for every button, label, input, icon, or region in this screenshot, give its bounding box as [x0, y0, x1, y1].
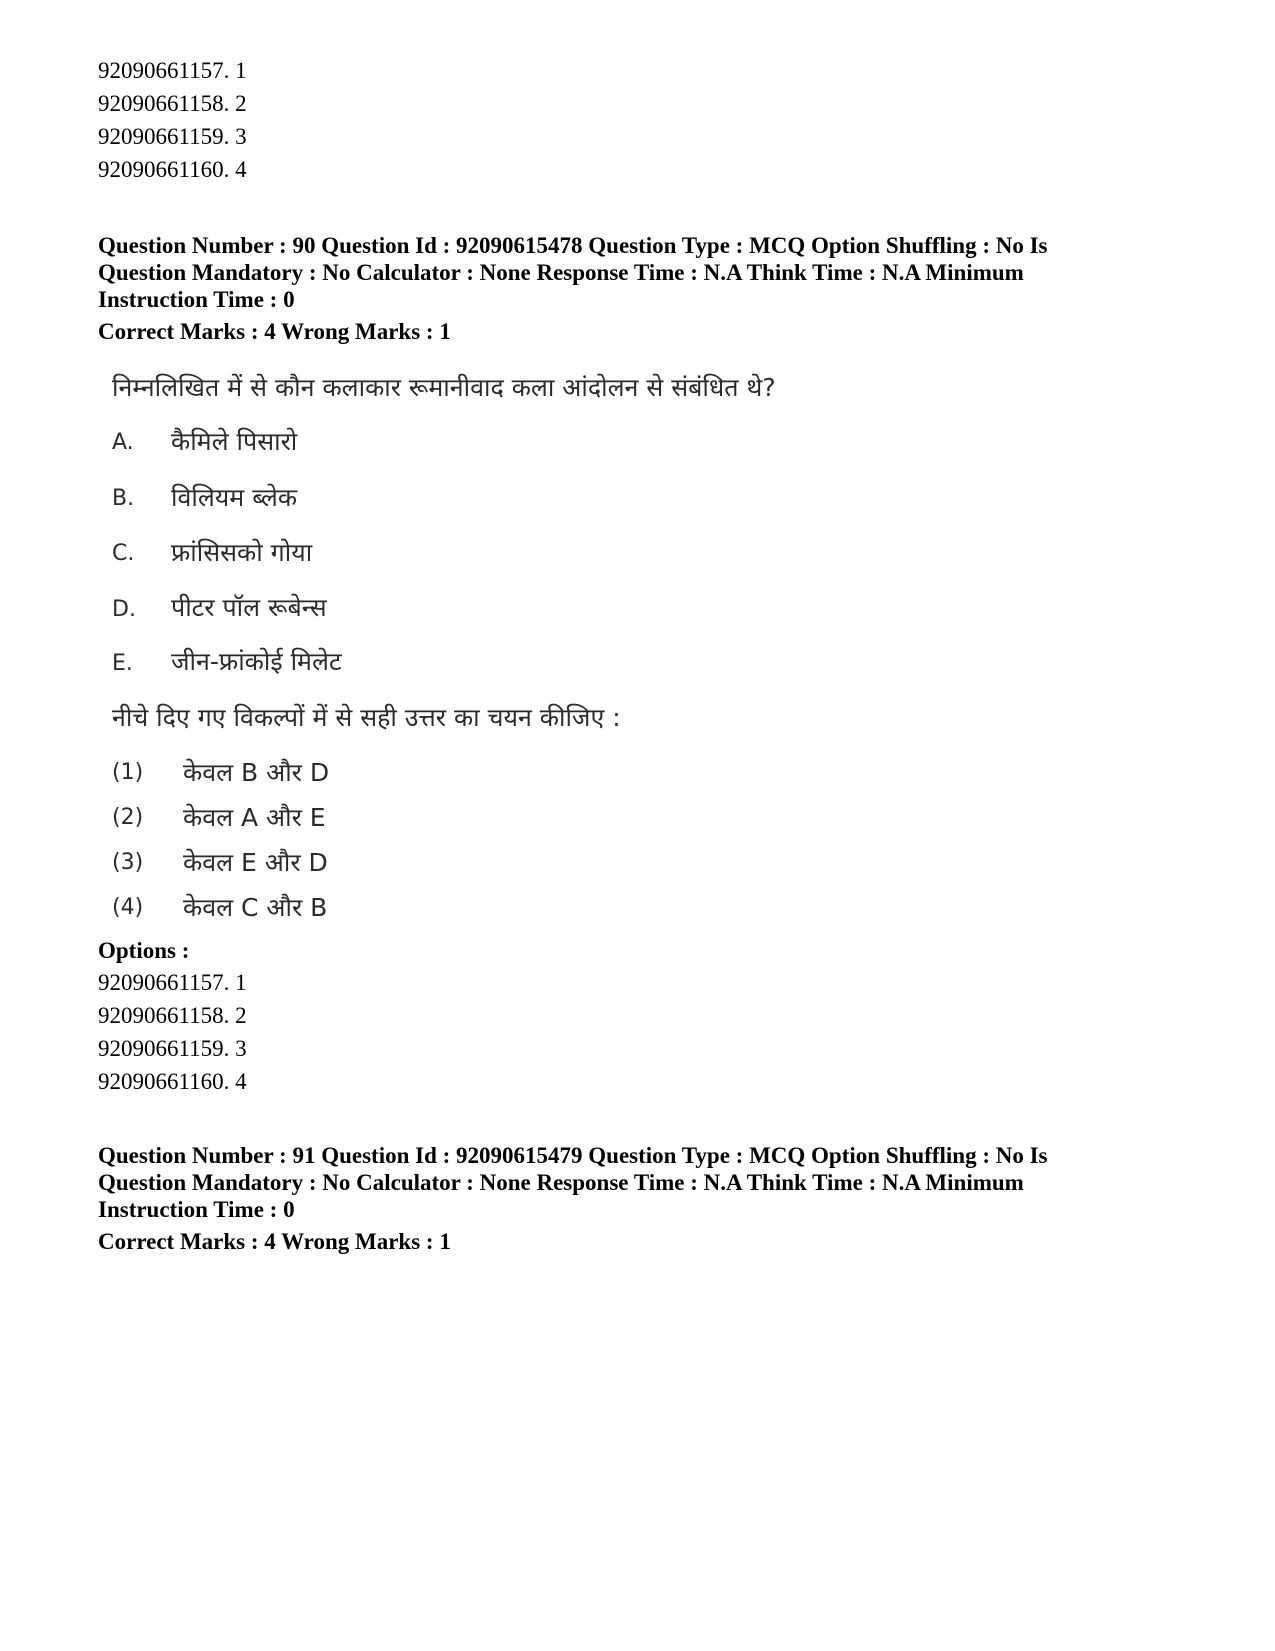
option-line: 92090661157. 1 — [98, 970, 247, 995]
choice-number: (1) — [112, 760, 144, 785]
question-meta: Question Mandatory : No Calculator : None Response Time : N.A Think Time : N.A Minimum — [98, 1170, 1024, 1195]
item-letter: A. — [112, 430, 134, 455]
choice-number: (2) — [112, 805, 144, 830]
option-line: 92090661158. 2 — [98, 91, 247, 116]
question-meta: Question Number : 91 Question Id : 92090615479 Question Type : MCQ Option Shuffling : No Is — [98, 1143, 1048, 1168]
question-text: निम्नलिखित में से कौन कलाकार रूमानीवाद कला आंदोलन से संबंधित थे? — [112, 373, 776, 402]
choice-number: (4) — [112, 895, 144, 920]
option-line: 92090661157. 1 — [98, 58, 247, 83]
choice-text: केवल E और D — [183, 848, 328, 877]
item-text: कैमिले पिसारो — [171, 427, 298, 456]
marks-line: Correct Marks : 4 Wrong Marks : 1 — [98, 1229, 451, 1254]
item-letter: E. — [112, 651, 133, 676]
choice-number: (3) — [112, 850, 144, 875]
option-line: 92090661160. 4 — [98, 1069, 247, 1094]
marks-line: Correct Marks : 4 Wrong Marks : 1 — [98, 319, 451, 344]
item-text: पीटर पॉल रूबेन्स — [171, 593, 327, 622]
option-line: 92090661159. 3 — [98, 1036, 247, 1061]
option-line: 92090661160. 4 — [98, 157, 247, 182]
item-letter: B. — [112, 486, 135, 511]
item-letter: D. — [112, 597, 136, 622]
question-meta: Instruction Time : 0 — [98, 287, 295, 312]
options-label: Options : — [98, 938, 190, 963]
question-meta: Question Number : 90 Question Id : 92090615478 Question Type : MCQ Option Shuffling : No Is — [98, 233, 1048, 258]
item-text: फ्रांसिसको गोया — [171, 538, 313, 567]
question-meta: Instruction Time : 0 — [98, 1197, 295, 1222]
question-meta: Question Mandatory : No Calculator : None Response Time : N.A Think Time : N.A Minimum — [98, 260, 1024, 285]
item-text: विलियम ब्लेक — [171, 483, 298, 512]
choice-text: केवल C और B — [183, 893, 328, 922]
instruction-text: नीचे दिए गए विकल्पों में से सही उत्तर का चयन कीजिए : — [112, 703, 621, 732]
choice-text: केवल B और D — [183, 758, 330, 787]
item-text: जीन-फ्रांकोई मिलेट — [171, 647, 342, 676]
choice-text: केवल A और E — [183, 803, 326, 832]
option-line: 92090661158. 2 — [98, 1003, 247, 1028]
item-letter: C. — [112, 541, 135, 566]
option-line: 92090661159. 3 — [98, 124, 247, 149]
